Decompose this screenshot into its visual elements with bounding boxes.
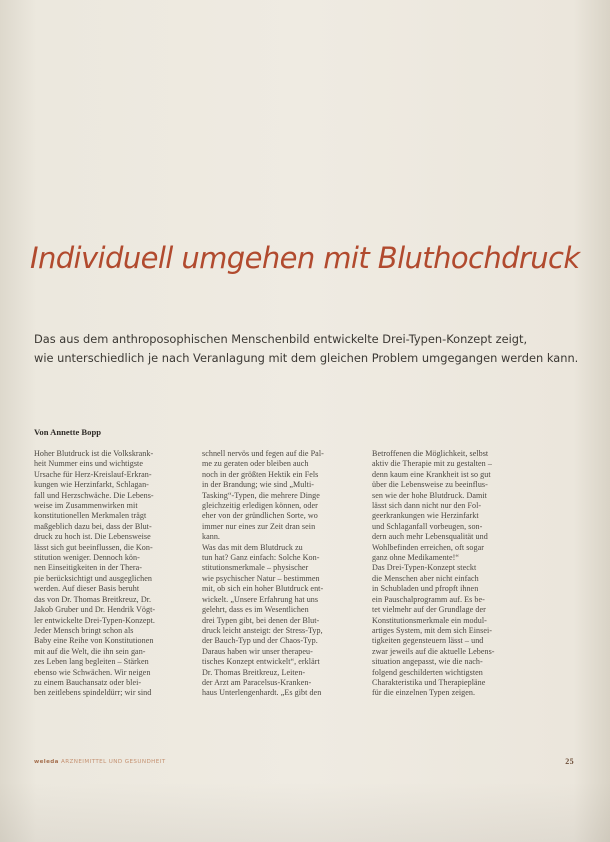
text-line: Hoher Blutdruck ist die Volkskrank- [34,449,154,458]
text-line: tun hat? Ganz einfach: Solche Kon- [202,553,320,563]
text-line: fall und Herzschwäche. Die Lebens- [34,490,154,500]
text-line: Wohlbefinden erreichen, oft sogar [372,542,485,552]
text-line: lässt sich gut beeinflussen, die Kon- [34,542,153,552]
text-line: das von Dr. Thomas Breitkreuz, Dr. [34,594,152,604]
text-line: immer nur eines zur Zeit dran sein [202,521,316,531]
text-line: Dr. Thomas Breitkreuz, Leiten- [202,667,306,677]
text-line: für die einzelnen Typen zeigen. [372,688,476,698]
text-line: aktiv die Therapie mit zu gestalten – [372,459,492,469]
text-line: druck leicht ansteigt: der Stress-Typ, [202,625,323,635]
lead-line: Das aus dem anthroposophischen Menschenbild entwickelte Drei-Typen-Konzept zeigt, [34,332,528,346]
text-line: in der Brandung; wie sind „Multi- [202,480,315,490]
text-line: tet vielmehr auf der Grundlage der [372,605,486,615]
text-line: der Bauch-Typ und der Chaos-Typ. [202,636,318,646]
lead-line: wie unterschiedlich je nach Veranlagung mit dem gleichen Problem umgegangen werden kann. [34,351,579,365]
text-line: kann. [202,532,221,542]
text-line: Daraus haben wir unser therapeu- [202,646,313,656]
text-line: nen Einseitigkeiten in der Thera- [34,563,143,573]
text-line: ein Pauschalprogramm auf. Es be- [372,594,485,604]
article-title: Individuell umgehen mit Bluthochdruck [30,241,580,276]
text-line: zu einem Bauchansatz oder blei- [34,677,142,687]
text-line: stitutionsmerkmale – physischer [202,563,309,573]
footer-masthead [34,759,166,765]
text-line: gleichzeitig erledigen können, oder [202,501,318,511]
text-line: ben zeitlebens spindeldürr; wir sind [34,688,152,698]
text-line: artiges System, mit dem sich Einsei- [372,625,493,635]
text-line: ganz ohne Medikamente!“ [372,553,459,563]
article-lead [34,330,579,368]
text-line: mit, ob sich ein hoher Blutdruck ent- [202,584,324,594]
text-line: Baby eine Reihe von Konstitutionen [34,636,154,646]
text-line: weise im Zusammenwirken mit [34,501,138,511]
article-byline: Von Annette Bopp [34,427,102,437]
text-column-2 [202,449,354,699]
text-line: und Schlaganfall vorbeugen, son- [372,521,483,531]
text-line: me zu geraten oder bleiben auch [202,459,309,469]
text-line: konstitutionellen Merkmalen trägt [34,511,147,521]
footer-magazine: weleda [34,759,59,765]
paper-shadow [0,782,610,842]
text-line: die Menschen aber nicht einfach [372,573,479,583]
text-line: Betroffenen die Möglichkeit, selbst [372,449,489,458]
text-line: noch in der größten Hektik ein Fels [202,469,319,479]
text-line: Konstitutionsmerkmale ein modul- [372,615,487,625]
text-line: dern auch mehr Lebensqualität und [372,532,488,542]
text-line: situation angepasst, wie die nach- [372,657,483,667]
text-line: folgend geschilderten wichtigsten [372,667,483,677]
text-column-1 [34,449,186,699]
page-footer [34,757,574,769]
text-line: tisches Konzept entwickelt“, erklärt [202,657,320,667]
text-line: ler entwickelte Drei-Typen-Konzept. [34,615,155,625]
text-line: denn kaum eine Krankheit ist so gut [372,469,491,479]
text-line: Ursache für Herz-Kreislauf-Erkran- [34,469,152,479]
text-column-3 [372,449,524,699]
text-line: schnell nervös und fegen auf die Pal- [202,449,324,458]
text-line: gelehrt, dass es im Wesentlichen [202,605,309,615]
text-line: werden. Auf dieser Basis beruht [34,584,140,594]
page-number: 25 [565,757,574,766]
text-line: mit auf die Welt, die ihn sein gan- [34,646,146,656]
text-line: tigkeiten gegensteuern lässt – und [372,636,484,646]
text-line: zwar jeweils auf die aktuelle Lebens- [372,646,495,656]
footer-section: ARZNEIMITTEL UND GESUNDHEIT [61,759,166,765]
text-line: Das Drei-Typen-Konzept steckt [372,563,477,573]
text-line: ebenso wie Schwächen. Wir neigen [34,667,151,677]
text-line: haus Unterlengenhardt. „Es gibt den [202,688,322,698]
text-line: heit Nummer eins und wichtigste [34,459,143,469]
text-line: sen wie der hohe Blutdruck. Damit [372,490,487,500]
text-line: zes Leben lang begleiten – Stärken [34,657,149,667]
text-line: drei Typen gibt, bei denen der Blut- [202,615,320,625]
text-line: geerkrankungen wie Herzinfarkt [372,511,479,521]
text-line: lässt sich dann nicht nur den Fol- [372,501,482,511]
text-line: stitution weniger. Dennoch kön- [34,553,140,563]
text-line: kungen wie Herzinfarkt, Schlagan- [34,480,149,490]
text-line: eher von der gründlichen Sorte, wo [202,511,318,521]
text-line: wie psychischer Natur – bestimmen [202,573,320,583]
text-line: über die Lebensweise zu beeinflus- [372,480,488,490]
text-line: maßgeblich dazu bei, dass der Blut- [34,521,152,531]
text-line: der Arzt am Paracelsus-Kranken- [202,677,312,687]
text-line: in Schubladen und pfropft ihnen [372,584,479,594]
text-line: Jeder Mensch bringt schon als [34,625,134,635]
text-line: Tasking“-Typen, die mehrere Dinge [202,490,320,500]
text-line: Charakteristika und Therapiepläne [372,677,486,687]
text-line: Jakob Gruber und Dr. Hendrik Vögt- [34,605,156,615]
text-line: Was das mit dem Blutdruck zu [202,542,303,552]
text-line: wickelt. „Unsere Erfahrung hat uns [202,594,319,604]
text-line: pie berücksichtigt und ausgeglichen [34,573,152,583]
text-line: druck zu hoch ist. Die Lebensweise [34,532,151,542]
